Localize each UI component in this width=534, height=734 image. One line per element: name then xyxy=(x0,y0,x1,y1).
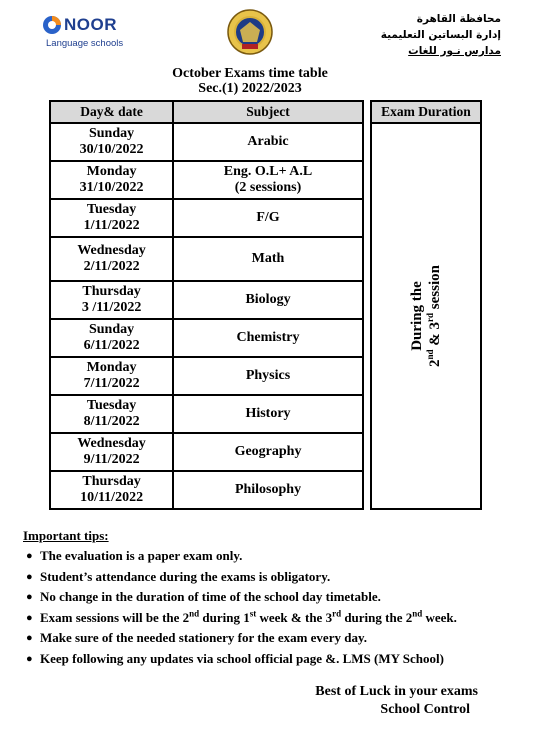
duration-num-2: 3 xyxy=(426,321,443,330)
day: Thursday xyxy=(82,284,141,299)
list-item: ● Make sure of the needed stationery for the exam every day. xyxy=(23,628,523,649)
subject-cell xyxy=(173,433,363,471)
subject: History xyxy=(245,406,291,421)
tip-part: week. xyxy=(422,609,457,625)
day-date-cell xyxy=(50,123,173,161)
day-date-cell xyxy=(50,199,173,237)
page-subtitle: Sec.(1) 2022/2023 xyxy=(198,81,302,96)
duration-sup-2: rd xyxy=(424,312,435,322)
arabic-line-2: إدارة البساتين التعليمية xyxy=(380,29,501,41)
noor-logo xyxy=(42,15,132,55)
noor-logo-icon xyxy=(42,15,62,35)
duration-num-1: 2 xyxy=(426,359,443,367)
column-gap xyxy=(363,433,371,471)
subject-cell xyxy=(173,237,363,281)
subject: Geography xyxy=(234,444,302,459)
subject-cell xyxy=(173,319,363,357)
tip-part: during the 2 xyxy=(341,609,413,625)
column-gap xyxy=(363,123,371,161)
list-item: ● No change in the duration of time of the school day timetable. xyxy=(23,587,523,608)
duration-amp: & xyxy=(426,329,443,350)
arabic-line-1: محافظة القاهرة xyxy=(416,13,501,25)
day: Tuesday xyxy=(86,202,137,217)
subject-cell xyxy=(173,123,363,161)
important-tips xyxy=(23,528,523,669)
subject-cell xyxy=(173,161,363,199)
header-day-date: Day& date xyxy=(50,101,173,123)
day: Tuesday xyxy=(86,398,137,413)
column-gap xyxy=(363,471,371,509)
date: 31/10/2022 xyxy=(79,180,144,195)
date: 9/11/2022 xyxy=(83,452,140,467)
closing-line-2: School Control xyxy=(380,702,470,717)
subject: F/G xyxy=(256,210,280,225)
date: 1/11/2022 xyxy=(83,218,140,233)
column-gap xyxy=(363,199,371,237)
column-gap xyxy=(363,237,371,281)
tip-sup: st xyxy=(249,608,257,619)
day: Sunday xyxy=(88,126,135,141)
subject-cell xyxy=(173,395,363,433)
tips-title: Important tips: xyxy=(23,528,109,543)
column-gap xyxy=(363,319,371,357)
day-date-cell xyxy=(50,395,173,433)
date: 3 /11/2022 xyxy=(81,300,142,315)
subject-cell xyxy=(173,471,363,509)
list-item xyxy=(23,608,523,629)
day-date-cell xyxy=(50,471,173,509)
table-header-row xyxy=(50,101,481,123)
exam-timetable xyxy=(49,100,482,510)
day: Monday xyxy=(86,360,137,375)
day: Thursday xyxy=(82,474,141,489)
closing-line-1: Best of Luck in your exams xyxy=(315,684,478,699)
page-title: October Exams time table xyxy=(172,66,328,81)
list-item: ● Student’s attendance during the exams is obligatory. xyxy=(23,567,523,588)
duration-line-2 xyxy=(426,265,444,367)
day-date-cell xyxy=(50,161,173,199)
subject: Physics xyxy=(245,368,291,383)
subject-cell xyxy=(173,199,363,237)
subject: Math xyxy=(251,251,285,266)
list-item: ● Keep following any updates via school official page &. LMS (MY School) xyxy=(23,649,523,670)
tip-sup: rd xyxy=(332,608,342,619)
tip-part: Exam sessions will be the 2 xyxy=(40,609,190,625)
column-gap xyxy=(363,161,371,199)
day-date-cell xyxy=(50,433,173,471)
subject: Philosophy xyxy=(234,482,302,497)
header xyxy=(0,0,534,70)
date: 10/11/2022 xyxy=(80,490,144,505)
arabic-line-3: مدارس نـور للغات xyxy=(408,45,501,57)
date: 6/11/2022 xyxy=(83,338,140,353)
duration-rest: session xyxy=(426,265,443,313)
subject: Chemistry xyxy=(236,330,300,345)
date: 2/11/2022 xyxy=(83,259,140,274)
tip-part: during 1 xyxy=(199,609,250,625)
column-gap xyxy=(363,357,371,395)
subject: Biology xyxy=(245,292,291,307)
subject-note: (2 sessions) xyxy=(234,180,302,195)
column-gap xyxy=(363,281,371,319)
date: 8/11/2022 xyxy=(83,414,140,429)
exam-duration-cell xyxy=(371,123,481,509)
header-exam-duration: Exam Duration xyxy=(371,101,481,123)
day-date-cell xyxy=(50,319,173,357)
day: Sunday xyxy=(88,322,135,337)
day: Monday xyxy=(86,164,137,179)
table-row xyxy=(50,123,481,161)
tip-sup: nd xyxy=(189,608,200,619)
logo-name: NOOR xyxy=(64,15,117,34)
duration-line-1: During the xyxy=(408,281,425,351)
date: 30/10/2022 xyxy=(79,142,144,157)
duration-text xyxy=(408,265,444,367)
list-item: ● The evaluation is a paper exam only. xyxy=(23,546,523,567)
column-gap xyxy=(363,395,371,433)
arabic-header xyxy=(381,11,501,59)
column-gap xyxy=(363,101,371,123)
date: 7/11/2022 xyxy=(83,376,140,391)
tips-list xyxy=(23,546,523,669)
tip-part: week & the 3 xyxy=(256,609,333,625)
subject: Arabic xyxy=(247,134,289,149)
logo-subtitle: Language schools xyxy=(46,38,124,49)
subject-cell xyxy=(173,281,363,319)
subject-cell xyxy=(173,357,363,395)
day: Wednesday xyxy=(77,436,146,451)
day: Wednesday xyxy=(77,243,146,258)
subject: Eng. O.L+ A.L xyxy=(223,164,313,179)
day-date-cell xyxy=(50,237,173,281)
tip-sup: nd xyxy=(412,608,423,619)
header-subject: Subject xyxy=(173,101,363,123)
duration-sup-1: nd xyxy=(424,349,435,360)
school-seal-icon xyxy=(226,8,274,56)
day-date-cell xyxy=(50,357,173,395)
day-date-cell xyxy=(50,281,173,319)
closing-note xyxy=(315,683,478,719)
